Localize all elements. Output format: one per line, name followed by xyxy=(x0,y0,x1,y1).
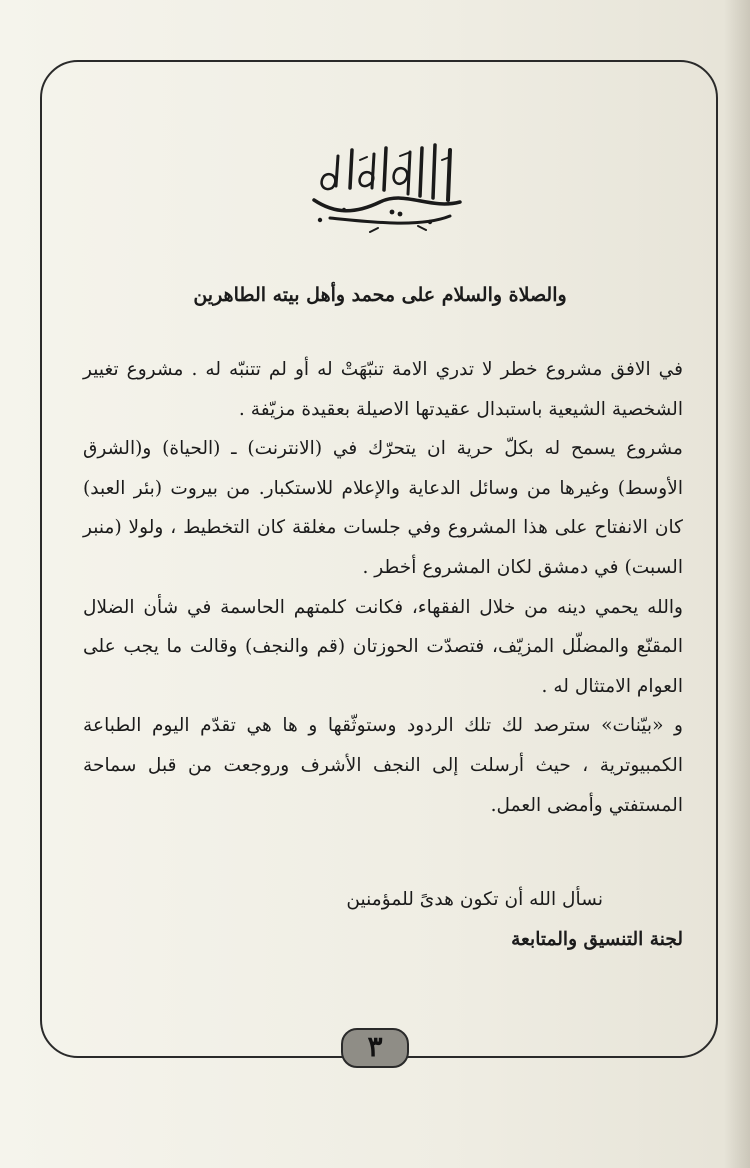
paragraph-2: مشروع يسمح له بكلّ حرية ان يتحرّك في (الانترنت) ـ (الحياة) و(الشرق الأوسط) وغيرها من وسائل الدعاية والإعلام للاستكبار. من بيروت (بئر العبد) كان الانفتاح على هذا المشروع وفي جلسات مغلقة كان التخطيط ، ولولا (منبر السبت) في دمشق لكان المشروع أخطر . xyxy=(83,438,683,578)
basmala-calligraphy-graphic xyxy=(300,130,470,240)
spine-shadow xyxy=(724,0,750,1168)
body-text xyxy=(83,350,683,825)
salawat-heading: والصلاة والسلام على محمد وأهل بيته الطاهرين xyxy=(193,284,567,306)
committee-signature: لجنة التنسيق والمتابعة xyxy=(511,929,683,950)
basmala-calligraphy xyxy=(300,130,470,240)
paragraph-1: في الافق مشروع خطر لا تدري الامة تنبّهَتْ له أو لم تتنبّه له . مشروع تغيير الشخصية الشيعية باستبدال عقيدتها الاصيلة بعقيدة مزيّفة . xyxy=(83,359,683,420)
paragraph-3: والله يحمي دينه من خلال الفقهاء، فكانت كلمتهم الحاسمة في شأن الضلال المقنّع والمضلّل المزيّف، فتصدّت الحوزتان (قم والنجف) وقالت ما يجب على العوام الامتثال له . xyxy=(83,596,683,697)
closing-prayer: نسأل الله أن تكون هدىً للمؤمنين xyxy=(346,889,603,910)
paragraph-4: و «بيّنات» سترصد لك تلك الردود وستوثّقها و ها هي تقدّم اليوم الطباعة الكمبيوترية ، حيث أرسلت إلى النجف الأشرف وروجعت من قبل سماحة المستفتي وأمضى العمل. xyxy=(83,715,683,816)
page-number: ٣ xyxy=(341,1028,409,1068)
